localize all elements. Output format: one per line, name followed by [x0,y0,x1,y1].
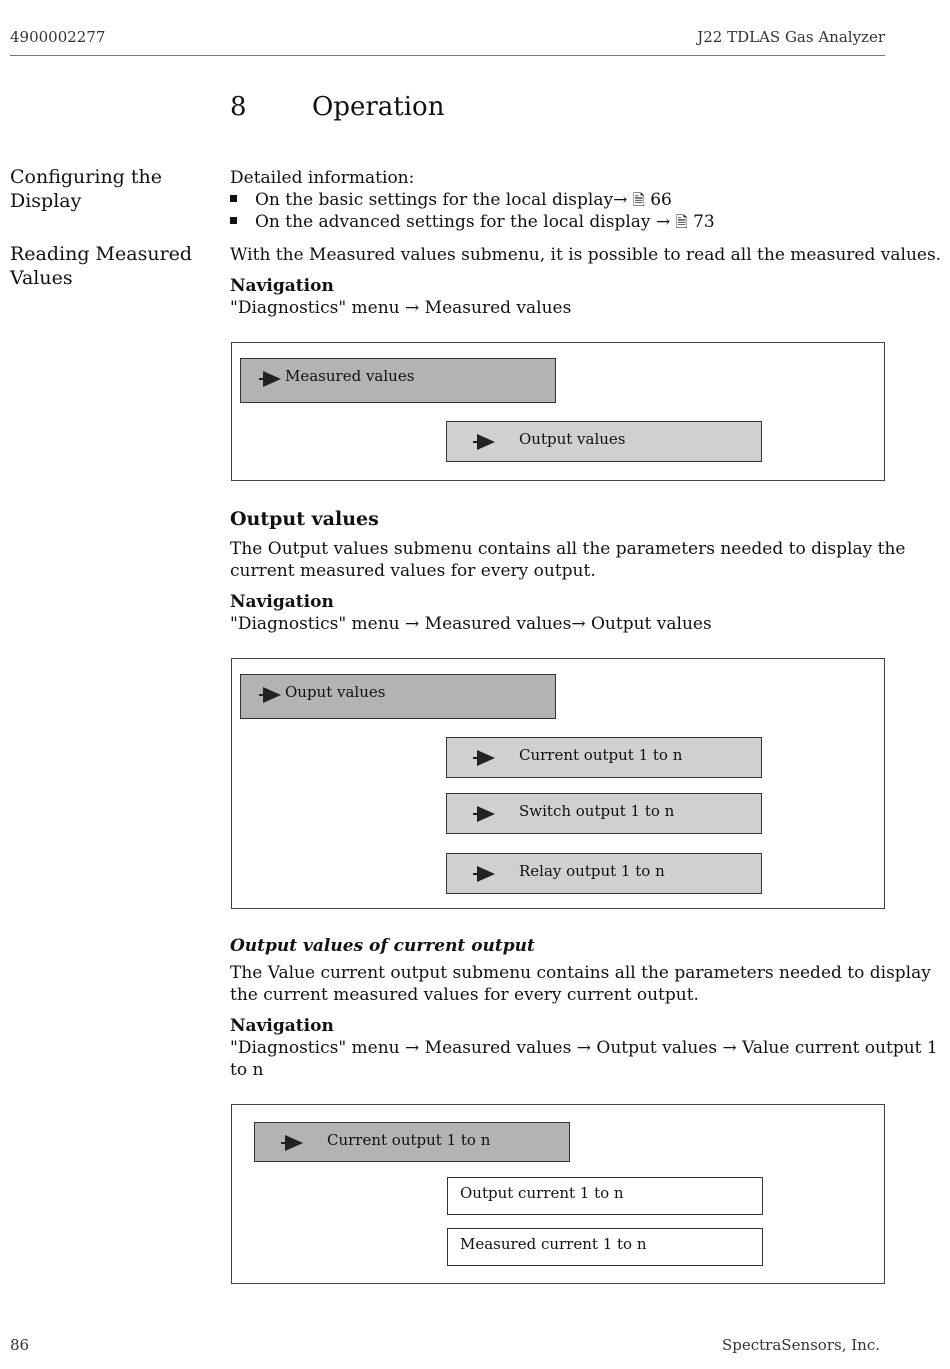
play-arrow-icon [263,371,281,387]
navigation-path: "Diagnostics" menu → Measured values [230,298,572,318]
play-arrow-icon [477,750,495,766]
page-number: 86 [10,1336,30,1354]
document-title: J22 TDLAS Gas Analyzer [697,28,885,46]
arrow-icon: → [613,190,628,210]
chapter-title: Operation [312,92,445,122]
navigation-label: Navigation [230,276,334,296]
navigation-path: "Diagnostics" menu → Measured values→ Output values [230,614,712,634]
configuring-list [230,189,715,233]
menu-diagram-measured-values [231,342,885,481]
section-title-output-values: Output values [230,508,379,530]
menu-parent-box: Current output 1 to n [254,1122,570,1162]
menu-child-box: Relay output 1 to n [446,853,762,894]
company-name: SpectraSensors, Inc. [722,1336,880,1354]
configuring-intro: Detailed information: [230,168,415,188]
page-reference-link[interactable]: 73 [693,212,715,232]
navigation-label: Navigation [230,1016,334,1036]
navigation-path: "Diagnostics" menu → Measured values → Output values → Value current output 1 to n [230,1038,938,1080]
bullet-icon [230,217,237,224]
play-arrow-icon [477,806,495,822]
menu-parent-box: Measured values [240,358,556,403]
subsection-title-current-output: Output values of current output [230,936,535,956]
play-arrow-icon [263,687,281,703]
parameter-box: Output current 1 to n [447,1177,763,1215]
side-heading-reading: Reading Measured Values [10,243,193,289]
side-heading-configuring: Configuring the Display [10,166,162,212]
menu-diagram-current-output [231,1104,885,1284]
play-arrow-icon [477,866,495,882]
menu-child-box: Switch output 1 to n [446,793,762,834]
book-icon: 🗎 [675,213,688,231]
menu-diagram-output-values [231,658,885,909]
arrow-icon: → [655,212,671,232]
reading-text: With the Measured values submenu, it is possible to read all the measured values. [230,245,942,265]
play-arrow-icon [285,1135,303,1151]
navigation-label: Navigation [230,592,334,612]
output-values-text: The Output values submenu contains all the parameters needed to display the current measured values for every output. [230,539,906,581]
parameter-box: Measured current 1 to n [447,1228,763,1266]
bullet-icon [230,195,237,202]
list-item: On the advanced settings for the local display → 🗎 73 [230,211,715,233]
menu-child-box: Output values [446,421,762,462]
header-rule [10,55,885,56]
current-output-text: The Value current output submenu contains all the parameters needed to display the current measured values for every current output. [230,963,931,1005]
book-icon: 🗎 [632,191,645,209]
play-arrow-icon [477,434,495,450]
document-number: 4900002277 [10,28,106,46]
list-item: On the basic settings for the local display→ 🗎 66 [230,189,715,211]
page-reference-link[interactable]: 66 [650,190,672,210]
menu-parent-box: Ouput values [240,674,556,719]
menu-child-box: Current output 1 to n [446,737,762,778]
chapter-number: 8 [230,92,247,122]
